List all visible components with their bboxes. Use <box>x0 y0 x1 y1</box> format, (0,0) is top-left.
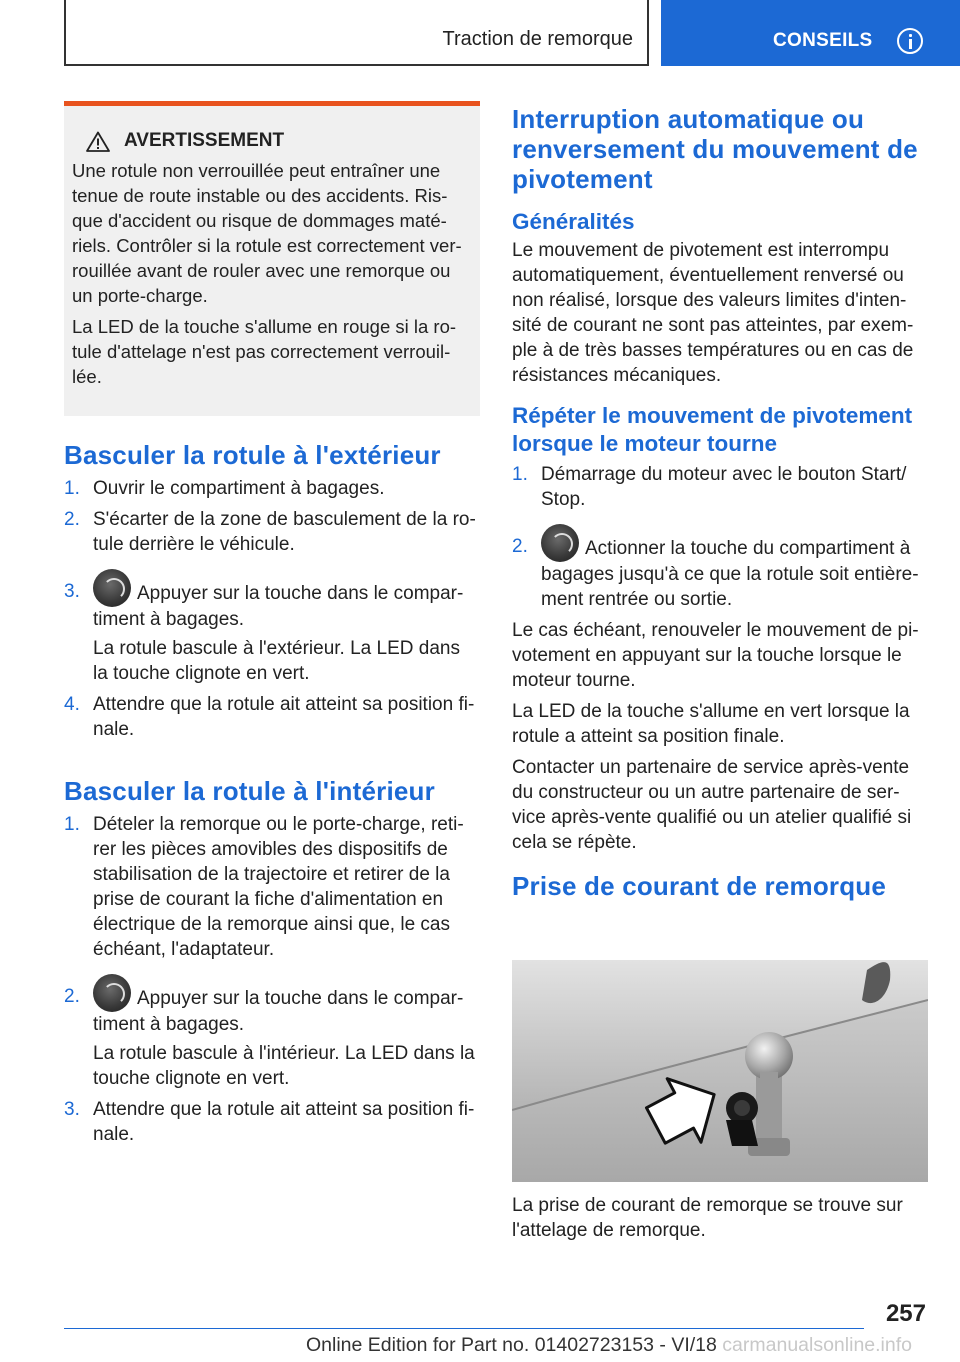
warning-title-row <box>72 130 472 152</box>
list-item: 2. S'écarter de la zone de basculement de la ro-tule derrière le véhicule. <box>64 509 476 555</box>
header-section-title: Traction de remorque <box>442 28 633 50</box>
section-outside <box>64 440 480 748</box>
warning-text-1: Une rotule non verrouillée peut entraîner une tenue de route instable ou des accidents. Ris-que d'accident ou risque de dommages maté-riels. Contrôler si la rotule est correctement ver-rouillée avant de rouler avec une remorque ou un porte-charge. <box>72 160 462 306</box>
steps-repeat <box>512 462 928 612</box>
footer-watermark: carmanualsonline.info <box>722 1334 912 1356</box>
info-icon[interactable] <box>897 28 923 54</box>
warning-text-2: La LED de la touche s'allume en rouge si la ro-tule d'attelage n'est pas correctement verrouil-lée. <box>72 316 457 387</box>
heading-general: Généralités <box>512 209 635 234</box>
warning-box <box>64 101 480 416</box>
general-text: Le mouvement de pivotement est interrompu automatiquement, éventuellement renversé ou non réalisé, lorsque des valeurs limites d'inten-sité de courant ne sont pas atteintes, par exem-ple à de très basses températures ou en cas de résistances mécaniques. <box>512 240 914 386</box>
warning-triangle-icon <box>86 131 110 152</box>
trailer-hitch-illustration <box>512 960 928 1182</box>
repeat-text-3: Contacter un partenaire de service après-vente du constructeur ou un autre partenaire de ser-vice après-vente qualifié ou un atelier qualifié si cela se répète. <box>512 757 912 853</box>
header-section-box <box>64 0 649 66</box>
list-item: 4. Attendre que la rotule ait atteint sa position fi-nale. <box>64 694 475 740</box>
footer-edition-row <box>306 1334 912 1357</box>
tab-conseils-label: CONSEILS <box>773 30 873 51</box>
list-item: 3. Attendre que la rotule ait atteint sa position fi-nale. <box>64 1099 475 1145</box>
page-number: 257 <box>885 1300 926 1327</box>
list-item: 3. Appuyer sur la touche dans le compar-timent à bagages. La rotule bascule à l'extérieur. La LED dans la touche clignote en vert. <box>64 569 480 686</box>
heading-interrupt: Interruption automatique ou renversement du mouvement de pivotement <box>512 104 918 194</box>
footer-edition: Online Edition for Part no. 01402723153 - VI/18 <box>306 1334 717 1356</box>
steps-outside <box>64 476 480 742</box>
heading-socket: Prise de courant de remorque <box>512 871 887 901</box>
list-item: 2. Actionner la touche du compartiment à bagages jusqu'à ce que la rotule soit entière-ment rentrée ou sortie. <box>512 524 928 612</box>
tab-conseils[interactable] <box>661 0 960 66</box>
tow-hitch-button-icon <box>541 524 579 562</box>
trailer-socket-photo <box>512 960 928 1182</box>
section-inside <box>64 776 480 1153</box>
list-item: 1. Dételer la remorque ou le porte-charge, reti-rer les pièces amovibles des dispositifs de stabilisation de la trajectoire et retirer de la prise de courant la fiche d'alimentation en électrique de la remorque ainsi que, le cas échéant, l'adaptateur. <box>64 814 464 960</box>
photo-caption: La prise de courant de remorque se trouve sur l'attelage de remorque. <box>512 1195 903 1241</box>
tow-hitch-button-icon <box>93 569 131 607</box>
footer-divider <box>64 1328 864 1329</box>
warning-title: AVERTISSEMENT <box>124 130 285 151</box>
heading-repeat: Répéter le mouvement de pivotement lorsque le moteur tourne <box>512 403 913 456</box>
heading-outside: Basculer la rotule à l'extérieur <box>64 440 441 470</box>
tow-hitch-button-icon <box>93 974 131 1012</box>
heading-inside: Basculer la rotule à l'intérieur <box>64 776 435 806</box>
list-item: 2. Appuyer sur la touche dans le compar-timent à bagages. La rotule bascule à l'intérieur. La LED dans la touche clignote en vert. <box>64 974 480 1091</box>
list-item: 1. Démarrage du moteur avec le bouton Start/ Stop. <box>512 464 907 510</box>
section-interrupt <box>512 104 928 901</box>
repeat-text-2: La LED de la touche s'allume en vert lorsque la rotule a atteint sa position finale. <box>512 701 910 747</box>
repeat-text-1: Le cas échéant, renouveler le mouvement de pi-votement en appuyant sur la touche lorsque le moteur tourne. <box>512 620 919 691</box>
steps-inside <box>64 812 480 1147</box>
list-item: 1. Ouvrir le compartiment à bagages. <box>64 478 385 499</box>
